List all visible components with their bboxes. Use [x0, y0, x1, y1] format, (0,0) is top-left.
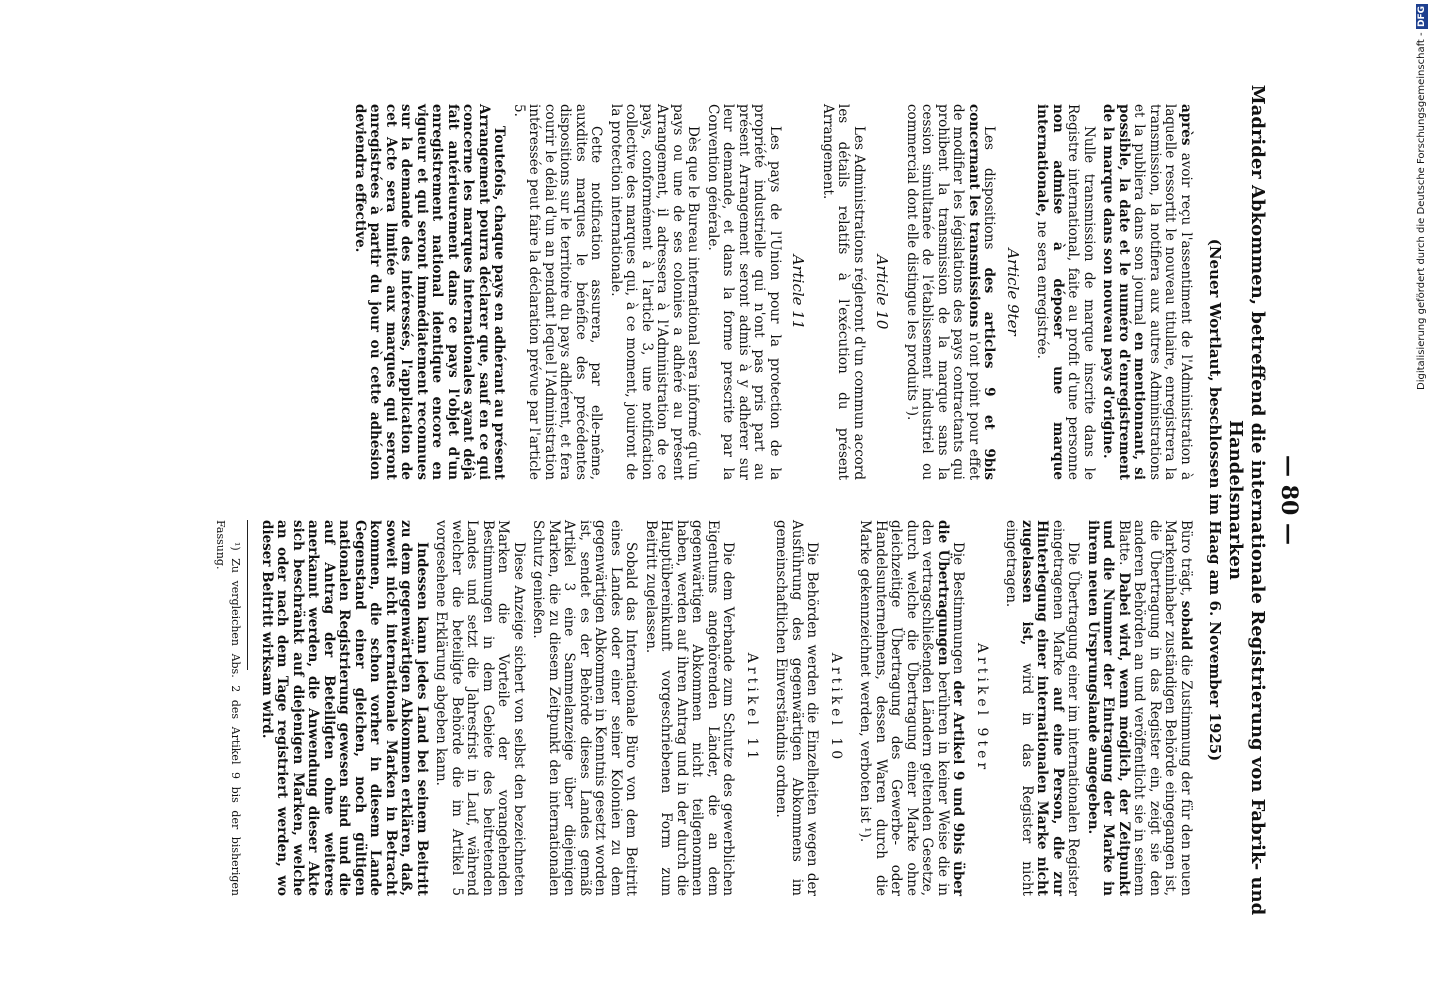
fr-paragraph [352, 104, 507, 480]
fr-article-heading: Article 10 [873, 254, 892, 330]
fr-text: n'ont point pour effet de modifier les législations des pays contractants qui prohibent la transmission de la marque sans la cession simultanée de l'établissement industriel ou commercial dont elle distingue les produits ¹). [904, 104, 982, 481]
de-text: Büro trägt, [1178, 520, 1194, 601]
fr-paragraph: Cette notification assurera, par elle-même, auxdites marques le bénéfice des précédentes dispositions sur le territoire du pays adhérent, et fera courir le délai d'un an pendant lequel l'Administration intéressée peut faire la déclaration prévue par l'article 5. [511, 104, 605, 480]
fr-bold-text: en mentionnant, si possible, la date et le numéro d'enregistrement de la marque dans son nouveau pays d'origine. [1100, 104, 1148, 480]
de-text: Die Übertragung einer im internationalen Register eingetragenen Marke [1050, 520, 1082, 896]
de-paragraph [1003, 520, 1081, 896]
de-bold-text: Indessen kann jedes Land bei seinem Beitritt zu dem gegenwärtigen Abkommen erklären, daß, soweit nicht internationale Marken in Betracht kommen, die schon vorher in diesem Lande Gegenstand einer gleichen, noch gültigen nationalen Registrierung gewesen sind und die auf Antrag der Beteiligten ohne weiteres anerkannt werden, die Anwendung dieser Akte sich beschränkt auf diejenigen Marken, welche an oder nach dem Tage registriert werden, wo dieser Beitritt wirksam wird. [259, 520, 430, 896]
de-article-heading: Artikel 10 [828, 652, 844, 764]
de-paragraph: Die Behörden werden die Einzelheiten wegen der Ausführung des gegenwärtigen Abkommens im gemeinschaftlichen Einverständnis ordnen. [773, 520, 821, 896]
two-column-body [209, 70, 1194, 930]
french-column [209, 104, 1194, 480]
de-paragraph: Diese Anzeige sichert von selbst den bezeichneten Marken die Vorteile der vorangehenden Bestimmungen in dem Gebiete des beitretenden Landes und setzt die Jahresfrist in Lauf, während welcher die beteiligte Behörde die im Artikel 5 vorgesehene Erklärung abgeben kann. [433, 520, 527, 896]
fr-paragraph [904, 104, 997, 480]
fr-article-heading: Article 11 [789, 254, 808, 330]
document-subtitle: (Neuer Wortlaut, beschlossen im Haag am 6. November 1925) [1206, 238, 1225, 762]
german-column [209, 520, 1194, 896]
de-text: Die Bestimmungen [950, 542, 967, 681]
fr-paragraph [1034, 104, 1096, 480]
de-bold-text: Dabei wird, wenn möglich, der Zeitpunkt und die Nummer der Eintragung der Marke in ihrem neuen Ursprungslande angegeben. [1085, 520, 1132, 896]
fr-paragraph: Les Administrations régleront d'un commun accord les détails relatifs à l'exécution du présent Arrangement. [820, 104, 867, 480]
document-title: Madrider Abkommen, betreffend die internationale Registrierung von Fabrik- und Handelsmarken [1225, 84, 1269, 916]
de-bold-text: der Artikel 9 und 9bis über die Übertragungen [935, 520, 967, 896]
fr-text: Nulle transmission de marque inscrite dans le Registre international, faite au profit d'une personne [1065, 104, 1097, 480]
fr-bold-text: Toutefois, chaque pays en adhérant au présent Arrangement pourra déclarer que, sauf en ce qui concerne les marques internationales ayant déjà fait antérieurement dans ce pays l'objet d'un enregistrement national identique encore en vigueur et qui seront immédiatement reconnues sur la demande des intéressés, l'application de cet Acte sera limitée aux marques qui seront enregistrées à partir du jour où cette adhésion deviendra effective. [352, 104, 508, 480]
de-text: die Zustimmung der für den neuen Markeninhaber zuständigen Behörde eingegangen ist, die Übertragung in das Register ein, zeigt sie den anderen Behörden an und veröffentlicht sie in seinem Blatte. [1116, 520, 1194, 896]
de-text: berühren in keiner Weise die in den vertragschließenden Ländern geltenden Gesetze, durch welche die Übertragung einer Marke ohne gleichzeitige Übertragung des Gewerbe- oder Handelsunternehmens, dessen Waren durch die Marke gekennzeichnet werden, verboten ist ¹). [857, 520, 951, 896]
fr-bold-text: après [1178, 104, 1194, 146]
credit-text: Digitalisierung gefördert durch die Deutsche Forschungsgemeinschaft - [1416, 32, 1427, 390]
de-article-heading: Artikel 11 [744, 652, 760, 764]
de-paragraph [259, 520, 430, 896]
fr-paragraph [1100, 104, 1193, 480]
page-number: — 80 — [1276, 455, 1302, 545]
rotated-document-page [100, 70, 1300, 930]
fr-text: avoir reçu l'assentiment de l'Administration à laquelle ressortit le nouveau titulaire, enregistrera la transmission, la notifiera aux autres Administrations et la publiera dans son journal [1131, 104, 1194, 480]
fr-text: Les dispositions [981, 126, 998, 268]
footnote-divider [248, 520, 249, 670]
fr-article-heading: Article 9ter [1004, 248, 1022, 336]
de-paragraph [857, 520, 966, 896]
digitization-credit [1416, 6, 1432, 390]
fr-bold-text: non admise à déposer une marque internationale, [1034, 104, 1066, 480]
de-bold-text: auf eine Person, die zur Hinterlegung einer internationalen Marke nicht zugelassen ist, [1019, 520, 1066, 896]
footnote: ¹) Zu vergleichen Abs. 2 des Artikel 9 bis der bisherigen Fassung. [214, 520, 243, 896]
de-paragraph: Sobald das Internationale Büro von dem Beitritt eines Landes oder einer seiner Kolonien zu dem gegenwärtigen Abkommen in Kenntnis gesetzt worden ist, sendet es der Behörde dieses Landes gemäß Artikel 3 eine Sammelanzeige über diejenigen Marken, die zu diesem Zeitpunkt den internationalen Schutz genießen. [530, 520, 640, 896]
de-bold-text: sobald [1178, 600, 1194, 651]
fr-text: ne sera enregistrée. [1034, 216, 1051, 359]
de-text: wird in das Register nicht eingetragen. [1003, 520, 1035, 896]
dfg-logo-icon: DFG [1417, 6, 1427, 28]
de-article-heading: Artikel 9ter [974, 642, 990, 774]
fr-paragraph: Les pays de l'Union pour la protection de la propriété industrielle qui n'ont pas pris part au présent Arrangement seront admis à y adhérer sur leur demande, et dans la forme prescrite par la Convention générale. [705, 104, 783, 480]
de-paragraph [1085, 520, 1194, 896]
fr-bold-text: des articles 9 et 9bis concernant les transmissions [966, 104, 998, 480]
de-paragraph: Die dem Verbande zum Schutze des gewerblichen Eigentums angehörenden Länder, die an dem gegenwärtigen Abkommen nicht teilgenommen haben, werden auf ihren Antrag und in der durch die Hauptübereinkunft vorgeschriebenen Form zum Beitritt zugelassen. [643, 520, 737, 896]
fr-paragraph: Dès que le Bureau international sera informé qu'un pays ou une de ses colonies a adhéré au présent Arrangement, il adressera à l'Administration de ce pays, conformément à l'article 3, une notification collective des marques qui, à ce moment, jouiront de la protection internationale. [608, 104, 702, 480]
